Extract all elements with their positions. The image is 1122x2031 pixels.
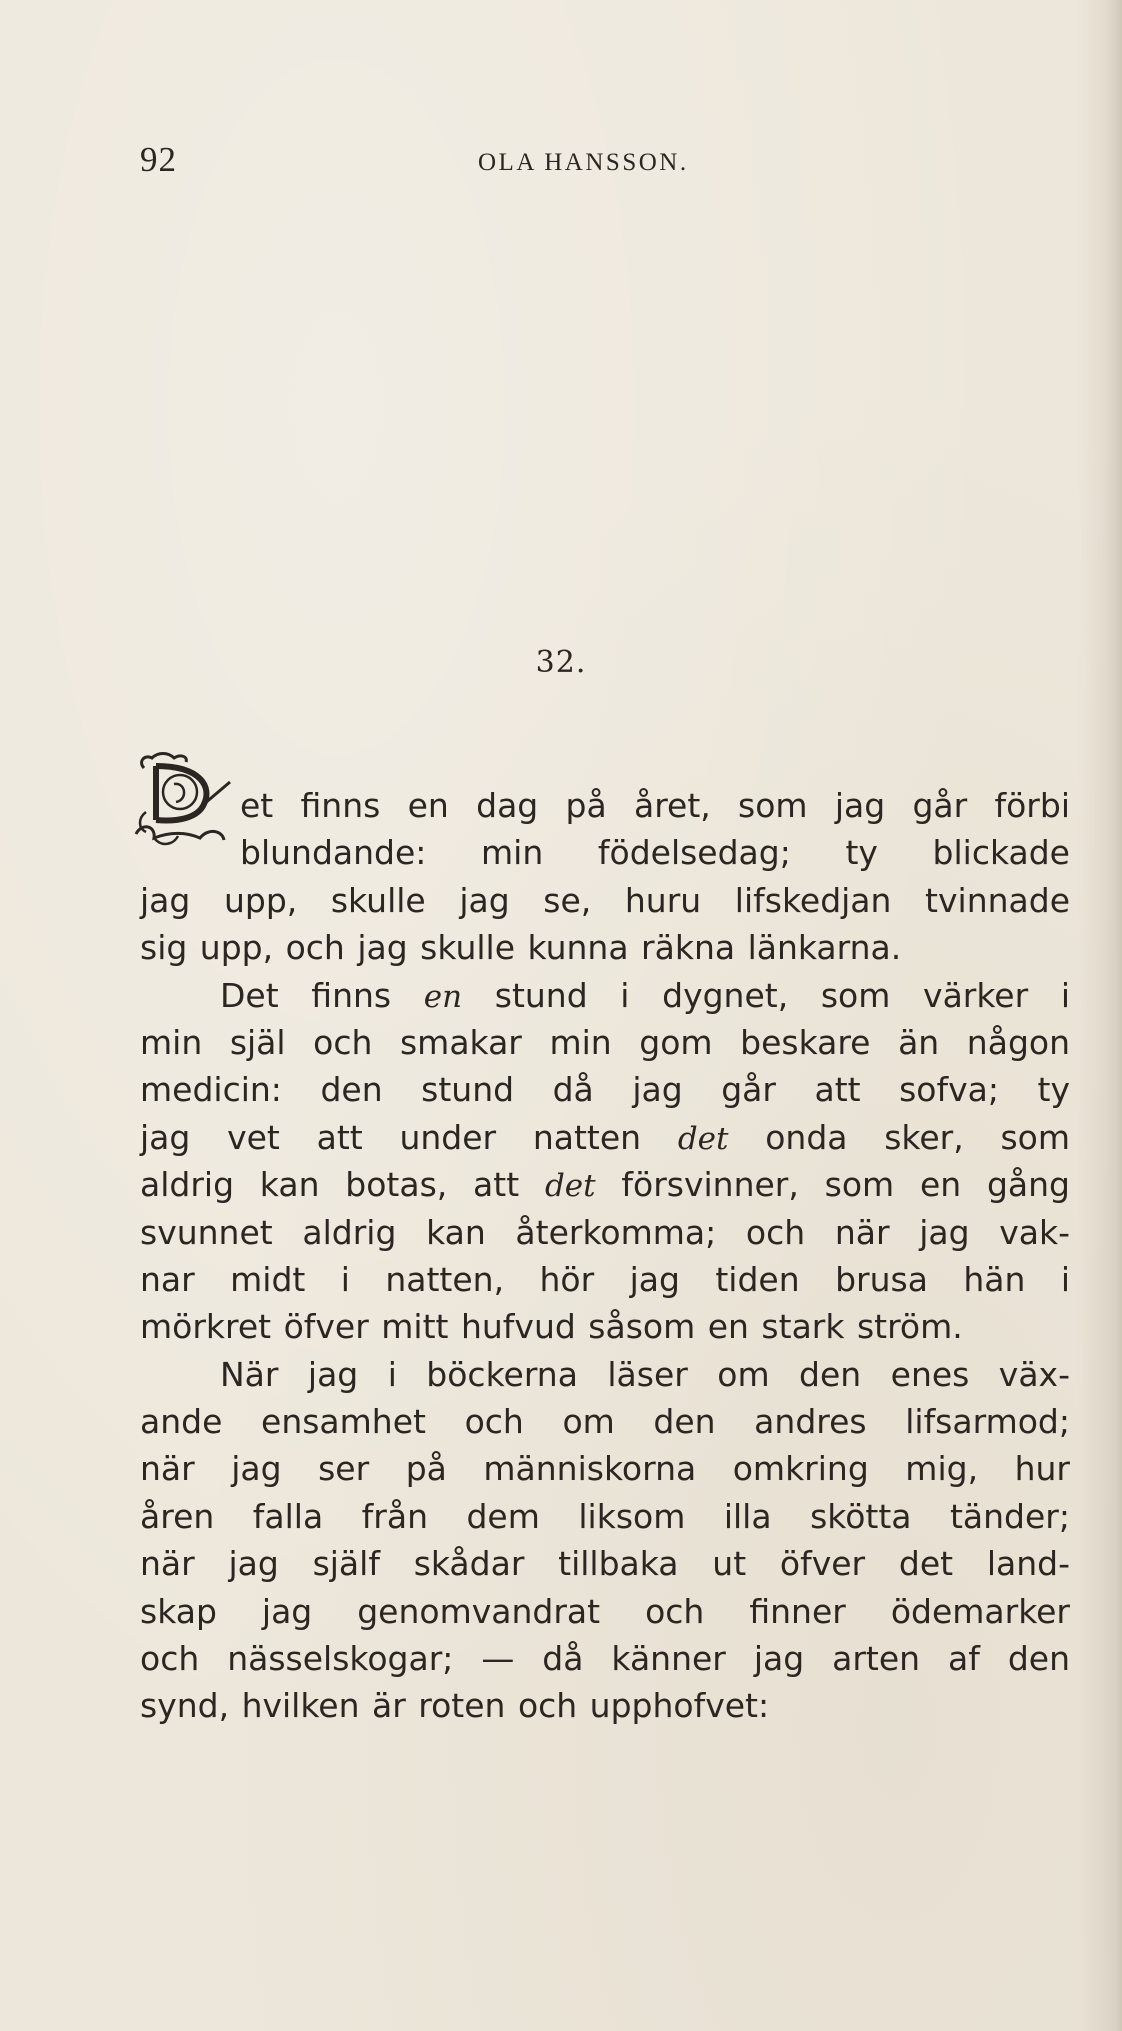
text-line [140, 1588, 1070, 1635]
text-line [140, 1682, 1070, 1729]
ornamental-initial-icon [134, 748, 234, 852]
line-text: aldrig kan botas, att [140, 1165, 545, 1205]
line-text: och nässelskogar; — då känner jag arten af den [140, 1639, 1070, 1679]
page-edge-shadow [1106, 0, 1122, 2031]
line-text: när jag själf skådar tillbaka ut öfver det land- [140, 1544, 1070, 1584]
line-text: åren falla från dem liksom illa skötta tänder; [140, 1496, 1070, 1536]
line-text: nar midt i natten, hör jag tiden brusa hän i [140, 1259, 1070, 1299]
text-line [140, 782, 1070, 829]
running-head-author: OLA HANSSON. [478, 149, 689, 176]
ornamental-initial [134, 748, 234, 852]
text-line [140, 829, 1070, 876]
text-line [140, 1019, 1070, 1066]
emphasized-word: en [423, 978, 463, 1015]
line-text: min själ och smakar min gom beskare än någon [140, 1022, 1070, 1062]
text-line [140, 1398, 1070, 1445]
text-line [140, 1445, 1070, 1492]
line-text: När jag i böckerna läser om den enes väx- [220, 1354, 1070, 1394]
running-head [140, 140, 1072, 190]
text-line [140, 1303, 1070, 1350]
line-text: sig upp, och jag skulle kunna räkna länkarna. [140, 928, 902, 968]
text-line [140, 1209, 1070, 1256]
line-text: försvinner, som en gång [595, 1165, 1070, 1205]
text-line [140, 877, 1070, 924]
line-text: skap jag genomvandrat och finner ödemarker [140, 1591, 1070, 1631]
line-text: onda sker, som [728, 1117, 1070, 1157]
section-number: 32. [535, 645, 587, 680]
line-text: synd, hvilken är roten och upphofvet: [140, 1686, 770, 1726]
text-line [140, 972, 1070, 1019]
text-line [140, 1493, 1070, 1540]
text-line [140, 924, 1070, 971]
page-number: 92 [140, 140, 177, 179]
paragraphs [140, 782, 1070, 1730]
line-text: ande ensamhet och om den andres lifsarmod; [140, 1402, 1070, 1442]
text-line [140, 1351, 1070, 1398]
line-text: et finns en dag på året, som jag går förbi [240, 786, 1070, 825]
line-text: jag upp, skulle jag se, huru lifskedjan tvinnade [140, 880, 1070, 920]
line-text: när jag ser på människorna omkring mig, hur [140, 1449, 1070, 1489]
line-text: mörkret öfver mitt hufvud såsom en stark ström. [140, 1307, 963, 1347]
line-text: stund i dygnet, som värker i [462, 975, 1070, 1015]
line-text: medicin: den stund då jag går att sofva; ty [140, 1070, 1070, 1110]
line-text: blundande: min födelsedag; ty blickade [240, 833, 1070, 873]
text-line [140, 1066, 1070, 1113]
line-text: Det finns [220, 975, 424, 1015]
emphasized-word: det [677, 1120, 729, 1157]
text-line [140, 1540, 1070, 1587]
body-text [140, 782, 1070, 1730]
text-line [140, 1635, 1070, 1682]
emphasized-word: det [544, 1168, 596, 1205]
line-text: svunnet aldrig kan återkomma; och när jag vak- [140, 1212, 1070, 1252]
line-text: jag vet att under natten [140, 1117, 678, 1157]
text-line [140, 1161, 1070, 1208]
text-line [140, 1256, 1070, 1303]
text-line [140, 1114, 1070, 1161]
